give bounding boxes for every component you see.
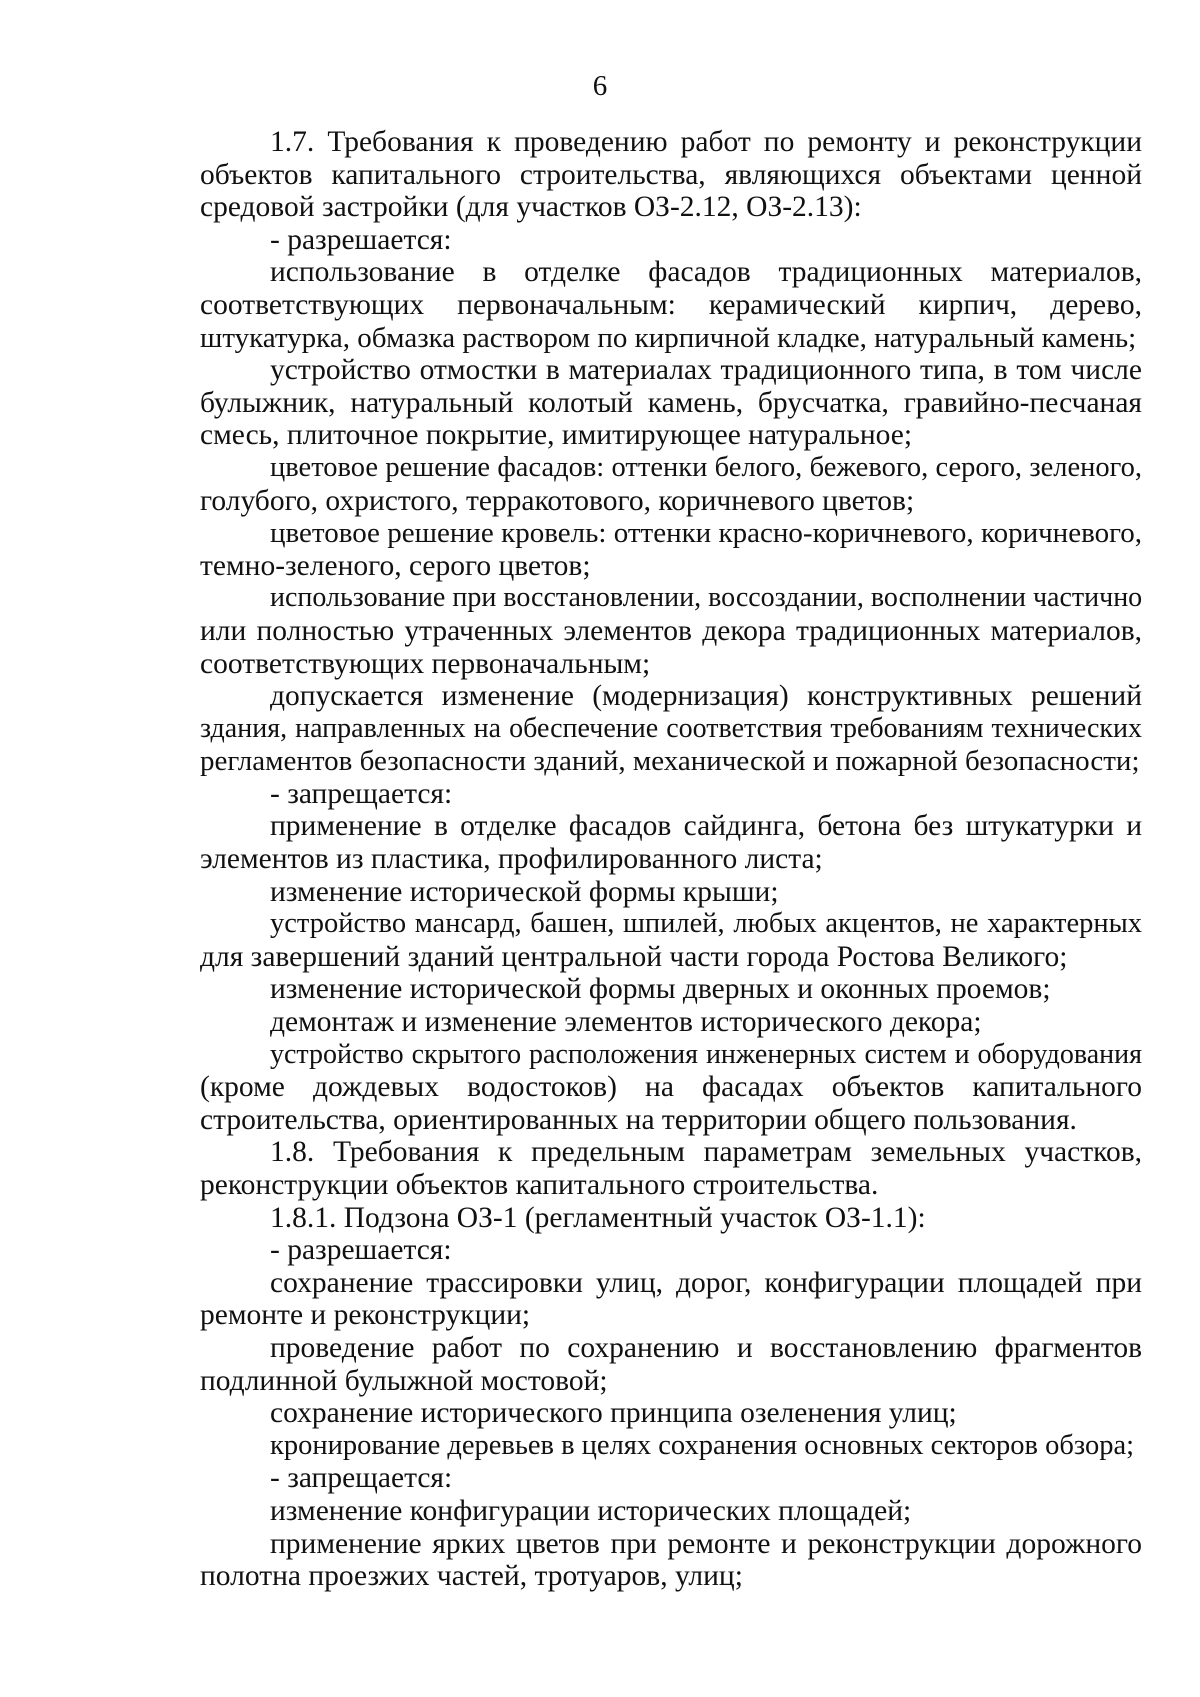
text-line: проведение работ по сохранению и восстановлению фрагментов — [270, 1331, 1142, 1364]
text-line: объектов капитального строительства, являющихся объектами ценной — [200, 158, 1142, 191]
text-line: изменение конфигурации исторических площадей; — [270, 1494, 912, 1527]
text-line: применение ярких цветов при ремонте и реконструкции дорожного — [270, 1527, 1142, 1560]
text-line: смесь, плиточное покрытие, имитирующее натуральное; — [200, 419, 913, 452]
text-line: 1.8. Требования к предельным параметрам земельных участков, — [270, 1136, 1142, 1169]
text-line: устройство скрытого расположения инженерных систем и оборудования — [270, 1038, 1142, 1070]
text-line: 1.8.1. Подзона ОЗ-1 (регламентный участок ОЗ-1.1): — [270, 1201, 926, 1234]
text-line: сохранение исторического принципа озеленения улиц; — [270, 1397, 957, 1430]
text-line: сохранение трассировки улиц, дорог, конфигурации площадей при — [270, 1266, 1142, 1299]
text-line: цветовое решение кровель: оттенки красно-коричневого, коричневого, — [270, 517, 1142, 550]
text-line: устройство отмостки в материалах традиционного типа, в том числе — [270, 354, 1142, 387]
text-line: полотна проезжих частей, тротуаров, улиц; — [200, 1560, 743, 1593]
text-line: применение в отделке фасадов сайдинга, бетона без штукатурки и — [270, 810, 1142, 843]
text-line: изменение исторической формы крыши; — [270, 875, 779, 908]
text-line: ремонте и реконструкции; — [200, 1299, 531, 1332]
text-line: здания, направленных на обеспечение соответствия требованиям технических — [200, 712, 1142, 744]
text-line: подлинной булыжной мостовой; — [200, 1364, 608, 1397]
page-number: 6 — [592, 70, 608, 102]
text-line: цветовое решение фасадов: оттенки белого, бежевого, серого, зеленого, — [270, 451, 1142, 483]
text-line: темно-зеленого, серого цветов; — [200, 549, 591, 582]
text-line: для завершений зданий центральной части города Ростова Великого; — [200, 940, 1068, 973]
text-line: голубого, охристого, терракотового, коричневого цветов; — [200, 484, 915, 517]
text-line: устройство мансард, башен, шпилей, любых акцентов, не характерных — [270, 908, 1142, 940]
body-text — [200, 126, 1142, 1593]
text-line: реконструкции объектов капитального строительства. — [200, 1169, 879, 1201]
text-line: изменение исторической формы дверных и оконных проемов; — [270, 973, 1051, 1006]
text-line: регламентов безопасности зданий, механической и пожарной безопасности; — [200, 745, 1140, 778]
text-line: соответствующих первоначальным: керамический кирпич, дерево, — [200, 288, 1142, 321]
text-line: соответствующих первоначальным; — [200, 647, 651, 680]
text-line: средовой застройки (для участков ОЗ-2.12, ОЗ-2.13): — [200, 191, 862, 224]
text-line: допускается изменение (модернизация) конструктивных решений — [270, 680, 1142, 713]
text-line: - запрещается: — [270, 1462, 453, 1495]
text-line: штукатурка, обмазка раствором по кирпичной кладке, натуральный камень; — [200, 321, 1137, 354]
text-line: (кроме дождевых водостоков) на фасадах объектов капитального — [200, 1071, 1142, 1104]
text-line: элементов из пластика, профилированного листа; — [200, 843, 823, 876]
text-line: или полностью утраченных элементов декора традиционных материалов, — [200, 614, 1142, 647]
text-line: - разрешается: — [270, 223, 452, 256]
text-line: - запрещается: — [270, 777, 453, 810]
text-line: использование в отделке фасадов традиционных материалов, — [270, 256, 1142, 289]
text-line: - разрешается: — [270, 1234, 452, 1267]
text-line: булыжник, натуральный колотый камень, брусчатка, гравийно-песчаная — [200, 386, 1142, 419]
text-line: строительства, ориентированных на территории общего пользования. — [200, 1103, 1077, 1136]
text-line: кронирование деревьев в целях сохранения основных секторов обзора; — [270, 1429, 1135, 1461]
text-line: 1.7. Требования к проведению работ по ремонту и реконструкции — [270, 126, 1142, 158]
text-line: использование при восстановлении, воссоздании, восполнении частично — [270, 582, 1143, 614]
text-line: демонтаж и изменение элементов исторического декора; — [270, 1006, 982, 1039]
